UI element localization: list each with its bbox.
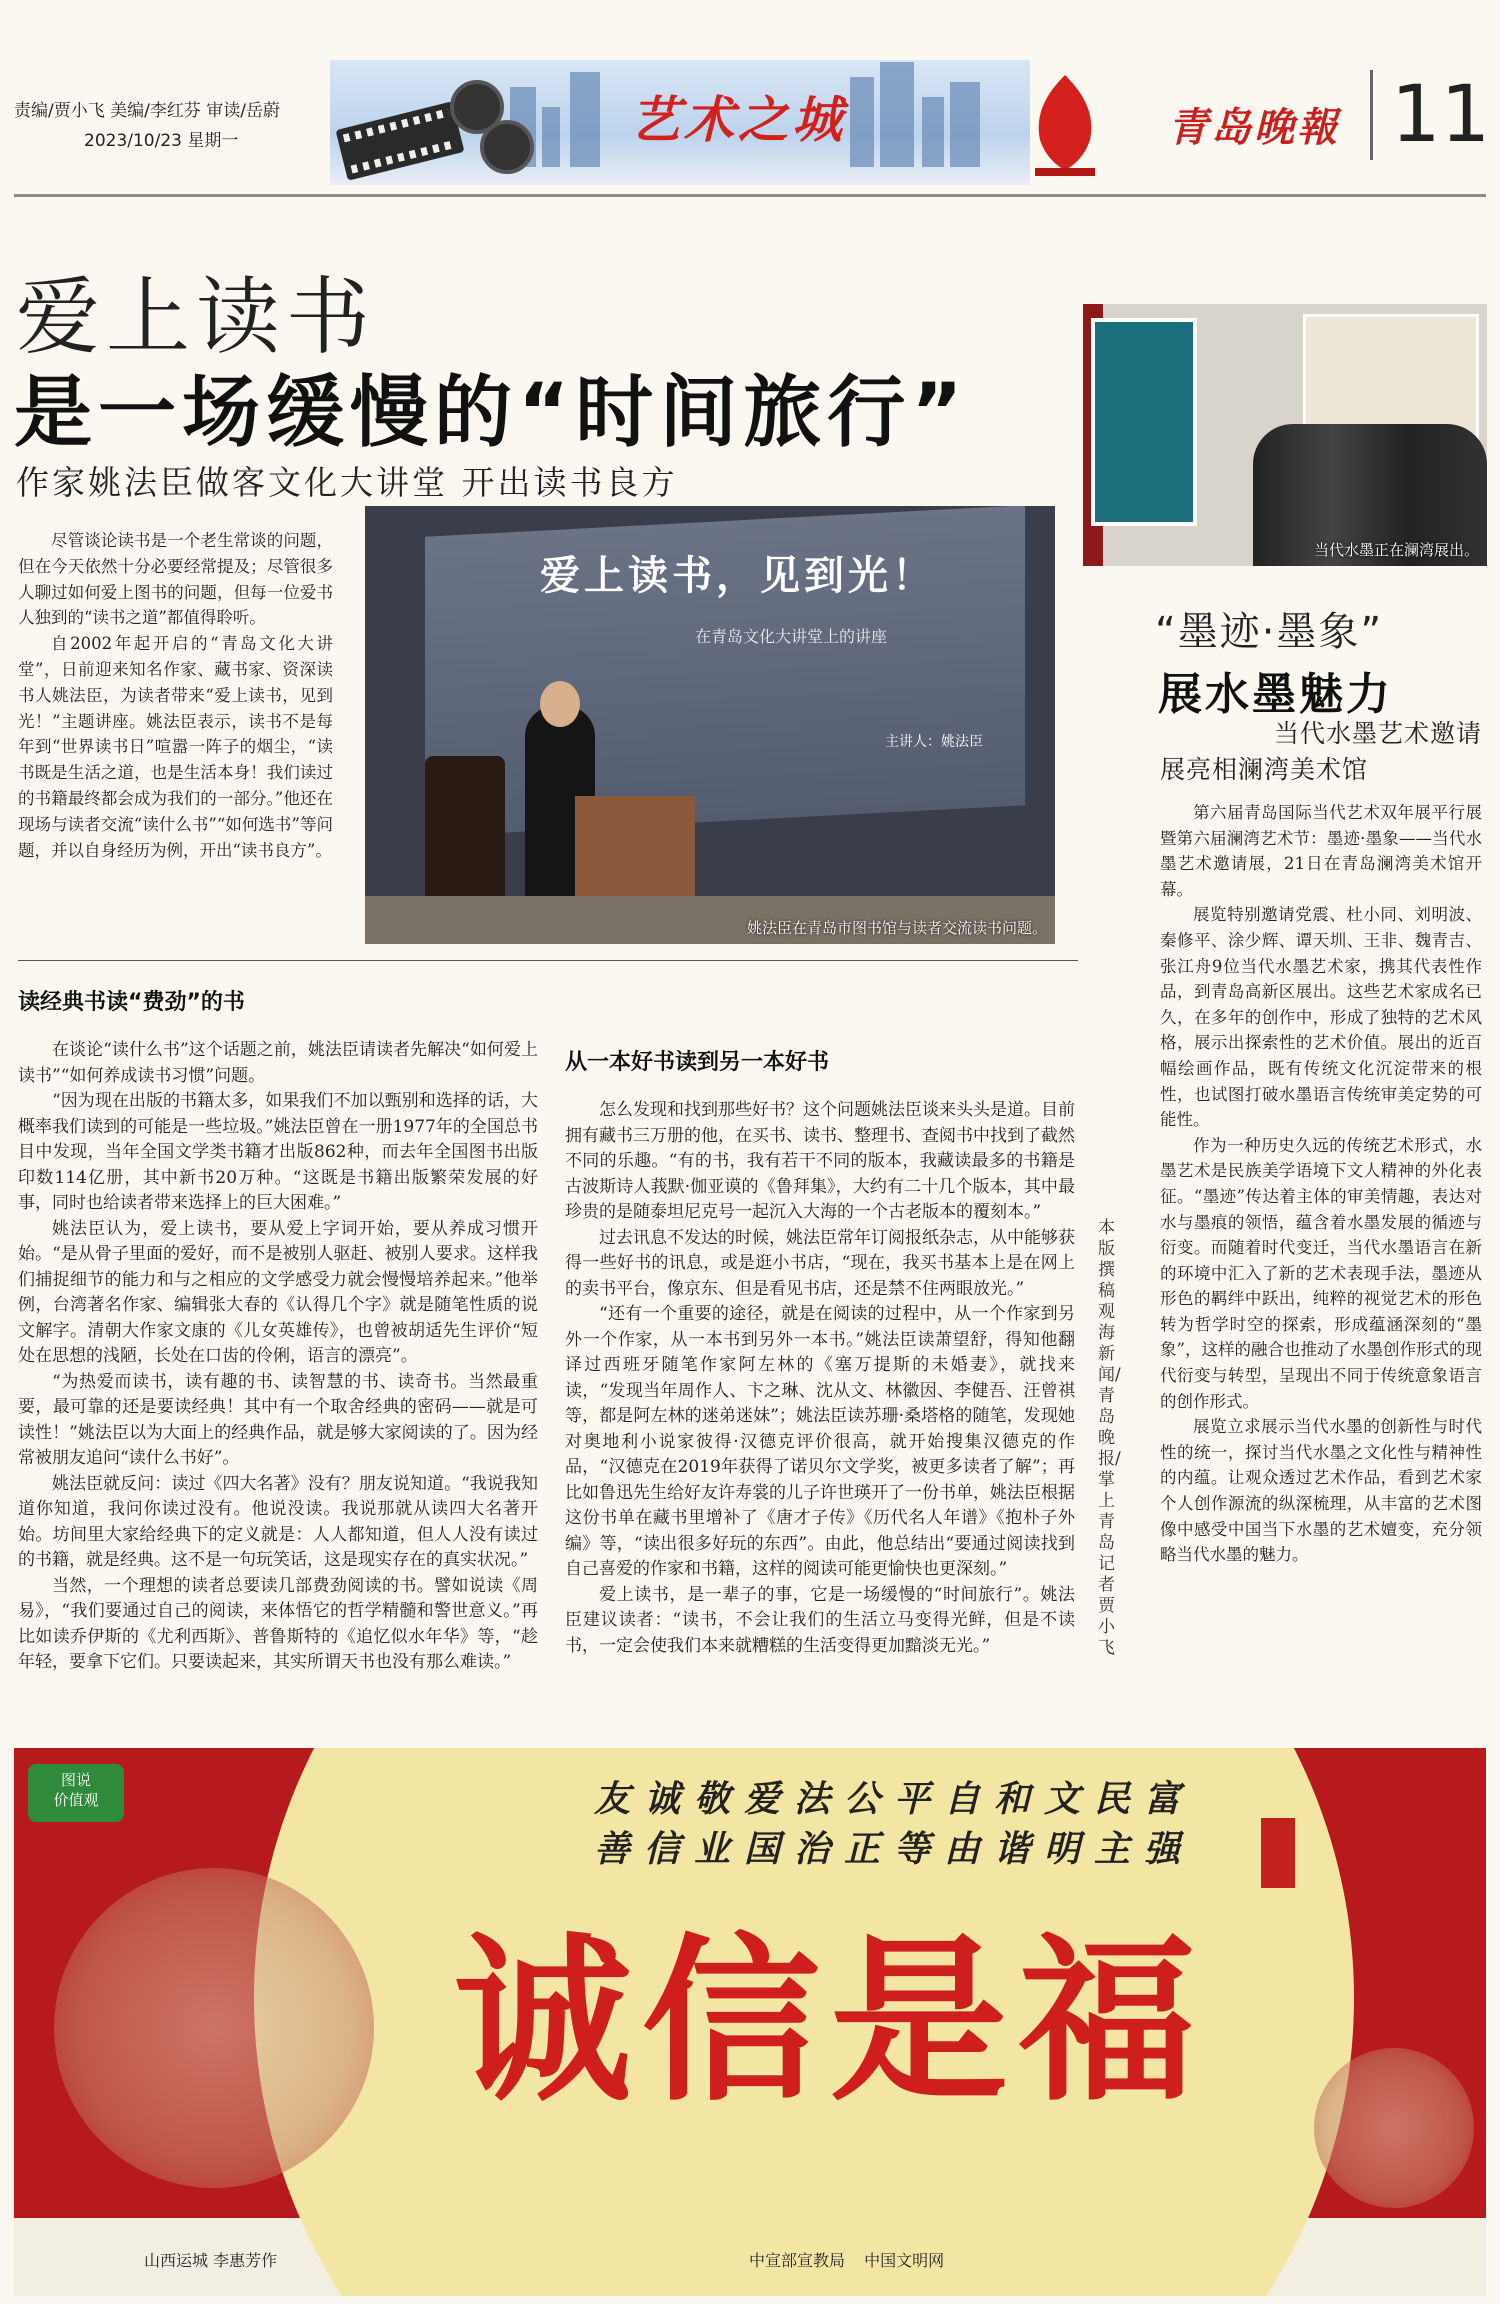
- body-paragraph: “还有一个重要的途径，就是在阅读的过程中，从一个作家到另外一个作家，从一本书到另外一本书。”姚法臣读萧望舒，得知他翻译过西班牙随笔作家阿左林的《塞万提斯的未婚妻》，就找来读，“发现当年周作人、卞之琳、沈从文、林徽因、李健吾、汪曾祺等，都是阿左林的迷弟迷妹”；姚法臣读苏珊·桑塔格的随笔，发现她对奥地利小说家彼得·汉德克评价很高，就开始搜集汉德克的作品，“汉德克在2019年获得了诺贝尔文学奖，被更多读者了解”；再比如鲁迅先生给好友许寿裳的儿子许世瑛开了一份书单，姚法臣根据这份书单在藏书里增补了《唐才子传》《历代名人年谱》《抱朴子外编》等，“读出很多好玩的东西”。由此，他总结出“要通过阅读找到自己喜爱的作家和书籍，这样的阅读可能更愉快也更深刻。”: [565, 1304, 1075, 1579]
- public-service-ad: [14, 1748, 1486, 2296]
- screen-subtitle: 在青岛文化大讲堂上的讲座: [695, 627, 888, 646]
- side-subtitle-line: 展亮相澜湾美术馆: [1160, 755, 1369, 784]
- values-line: 友诚敬爱法公平自和文民富: [594, 1778, 1195, 1820]
- section-title: 艺术之城: [630, 90, 846, 149]
- podium-shape: [575, 796, 695, 906]
- body-paragraph: “为热爱而读书，读有趣的书、读智慧的书、读奇书。当然最重要，最可靠的还是要读经典！其中有一个取舍经典的密码——就是可读性！”姚法臣以为大面上的经典作品，就是够大家阅读的了。因为经常被朋友追问“读什么书好”。: [18, 1371, 538, 1468]
- body-paragraph: 在谈论“读什么书”这个话题之前，姚法臣请读者先解决“如何爱上读书”“如何养成读书习惯”问题。: [18, 1040, 538, 1086]
- body-paragraph: “因为现在出版的书籍太多，如果我们不加以甄别和选择的话，大概率我们读到的可能是一些垃圾。”姚法臣曾在一册1977年的全国总书目中发现，当年全国文学类书籍才出版862种，而去年全国图书出版印数114亿册，其中新书20万种。“这既是书籍出版繁荣发展的好事，同时也给读者带来选择上的巨大困难。”: [18, 1091, 538, 1213]
- editors-line: 责编/贾小飞 美编/李红芬 审读/岳蔚: [14, 101, 280, 121]
- column-left: [18, 985, 538, 1676]
- newspaper-logo: 青岛晚報: [1168, 104, 1340, 151]
- header-meta: [14, 96, 280, 156]
- exhibition-photo: [1083, 304, 1487, 566]
- screen-title: 爱上读书，见到光！: [540, 552, 936, 599]
- body-paragraph: 怎么发现和找到那些好书？这个问题姚法臣谈来头头是道。目前拥有藏书三万册的他，在买书、读书、整理书、查阅书中找到了截然不同的乐趣。“有的书，我有若干不同的版本，我藏读最多的书籍是古波斯诗人莪默·伽亚谟的《鲁拜集》，大约有二十几个版本，其中最珍贵的是随泰坦尼克号一起沉入大海的一个古老版本的覆刻本。”: [565, 1100, 1075, 1222]
- logo-line: 价值观: [53, 1791, 99, 1809]
- body-paragraph: 作为一种历史久远的传统艺术形式，水墨艺术是民族美学语境下文人精神的外化表征。“墨迹”传达着主体的审美情趣，表达对水与墨痕的领悟，蕴含着水墨发展的循迹与衍变。而随着时代变迁，当代水墨语言在新的环境中汇入了新的艺术表现手法，墨迹从形色的羁绊中跃出，纯粹的视觉艺术的形色转为哲学时空的探索，形成蕴涵深刻的“墨象”，这样的融合也推动了水墨创作形式的现代衍变与转型，呈现出不同于传统意象语言的创作形式。: [1160, 1135, 1482, 1411]
- body-paragraph: 展览特别邀请党震、杜小同、刘明波、秦修平、涂少辉、谭天圳、王非、魏青吉、张江舟9位当代水墨艺术家，携其代表性作品，到青岛高新区展出。这些艺术家成名已久，在多年的创作中，形成了独特的艺术风格，展示出探索性的艺术价值。展出的近百幅绘画作品，既有传统文化沉淀带来的根性，也试图打破水墨语言传统审美定势的可能性。: [1160, 905, 1482, 1130]
- intro-paragraph: 自2002年起开启的“青岛文化大讲堂”，日前迎来知名作家、藏书家、资深读书人姚法臣，为读者带来“爱上读书，见到光！”主题讲座。姚法臣表示，读书不是每年到“世界读书日”喧嚣一阵子的烟尘，“读书既是生活之道，也是生活本身！我们读过的书籍最终都会成为我们的一部分。”他还在现场与读者交流“读什么书”“如何选书”等问题，并以自身经历为例，开出“读书良方”。: [18, 634, 333, 860]
- intro-column: [18, 528, 333, 863]
- headline-subtitle: 作家姚法臣做客文化大讲堂 开出读书良方: [16, 463, 678, 502]
- body-paragraph: 当然，一个理想的读者总要读几部费劲阅读的书。譬如说读《周易》，“我们要通过自己的阅读，来体悟它的哲学精髓和警世意义。”再比如读乔伊斯的《尤利西斯》、普鲁斯特的《追忆似水年华》等，“趁年轻，要拿下它们。只要读起来，其实所谓天书也没有那么难读。”: [18, 1575, 538, 1672]
- values-logo: [28, 1764, 124, 1822]
- section1-heading: 读经典书读“费劲”的书: [18, 990, 245, 1015]
- ad-credit: 山西运城 李惠芳作: [144, 2251, 278, 2270]
- chair-shape: [425, 756, 505, 906]
- body-paragraph: 爱上读书，是一辈子的事，它是一场缓慢的“时间旅行”。姚法臣建议读者：“读书，不会让我们的生活立马变得光鲜，但是不读书，一定会使我们本来就糟糕的生活变得更加黯淡无光。”: [565, 1584, 1075, 1656]
- page-number: 11: [1370, 70, 1490, 160]
- side-title: 展水墨魅力: [1158, 669, 1393, 720]
- body-paragraph: 展览立求展示当代水墨的创新性与时代性的统一，探讨当代水墨之文化性与精神性的内蕴。让观众透过艺术作品，看到艺术家个人创作源流的纵深梳理，从丰富的艺术图像中感受中国当下水墨的艺术嬗变，充分领略当代水墨的魅力。: [1160, 1417, 1482, 1565]
- photo-caption: 姚法臣在青岛市图书馆与读者交流读书问题。: [746, 919, 1047, 937]
- ad-footer: 中宣部宣教局 中国文明网: [749, 2251, 945, 2270]
- speaker-head: [540, 681, 580, 727]
- side-subtitle: [1160, 716, 1482, 788]
- body-paragraph: 第六届青岛国际当代艺术双年展平行展暨第六届澜湾艺术节：墨迹·墨象——当代水墨艺术邀请展，21日在青岛澜湾美术馆开幕。: [1160, 803, 1482, 899]
- lecture-photo: [365, 506, 1055, 944]
- section2-heading: 从一本好书读到另一本好书: [565, 1050, 830, 1075]
- headline-title: 是一场缓慢的“时间旅行”: [14, 368, 969, 458]
- date-line: 2023/10/23 星期一: [84, 131, 239, 151]
- section-divider: [18, 960, 1078, 961]
- papercut-artwork: [1314, 2048, 1474, 2208]
- header-rule: [14, 194, 1486, 197]
- photo-caption: 当代水墨正在澜湾展出。: [1313, 541, 1479, 559]
- core-values-text: [594, 1774, 1194, 1874]
- body-paragraph: 姚法臣认为，爱上读书，要从爱上字词开始，要从养成习惯开始。“是从骨子里面的爱好，而不是被别人驱赶、被别人要求。这样我们捕捉细节的能力和与之相应的文学感受力就会慢慢培养起来。”他举例，台湾著名作家、编辑张大春的《认得几个字》就是随笔性质的说文解字。清朝大作家文康的《儿女英雄传》，也曾被胡适先生评价“短处在思想的浅陋，长处在口齿的伶俐，语言的漂亮”。: [18, 1218, 538, 1366]
- headline-pre-title: 爱上读书: [16, 268, 377, 366]
- side-column: [1160, 800, 1482, 1568]
- ink-painting: [1091, 318, 1197, 526]
- column-middle: [565, 985, 1075, 1659]
- may-fourth-sculpture-icon: [1030, 70, 1100, 180]
- byline: 本版撰稿 观海新闻/青岛晚报/掌上青岛 记者 贾小飞: [1098, 1218, 1121, 1658]
- screen-speaker-label: 主讲人：姚法臣: [885, 734, 983, 750]
- side-subtitle-line: 当代水墨艺术邀请: [1273, 719, 1482, 748]
- side-pre-title: “墨迹·墨象”: [1155, 609, 1384, 655]
- ad-slogan: 诚信是福: [454, 1918, 1206, 2125]
- papercut-artwork: [54, 1868, 374, 2188]
- body-paragraph: 姚法臣就反问：读过《四大名著》没有？朋友说知道。“我说我知道你知道，我问你读过没有。他说没读。我说那就从读四大名著开始。坊间里大家给经典下的定义就是：人人都知道，但人人没有读过的书籍，就是经典。这不是一句玩笑话，这是现实存在的真实状况。”: [18, 1473, 538, 1570]
- red-seal-stamp: [1261, 1818, 1295, 1888]
- intro-paragraph: 尽管谈论读书是一个老生常谈的问题，但在今天依然十分必要经常提及；尽管很多人聊过如何爱上图书的问题，但每一位爱书人独到的“读书之道”都值得聆听。: [18, 531, 333, 628]
- logo-line: 图说: [60, 1771, 91, 1789]
- film-reel-icon: [480, 120, 534, 174]
- values-line: 善信业国治正等由谐明主强: [594, 1828, 1195, 1870]
- body-paragraph: 过去讯息不发达的时候，姚法臣常年订阅报纸杂志，从中能够获得一些好书的讯息，或是逛小书店，“现在，我买书基本上是在网上的卖书平台，像京东、但是看见书店，还是禁不住两眼放光。”: [565, 1227, 1075, 1299]
